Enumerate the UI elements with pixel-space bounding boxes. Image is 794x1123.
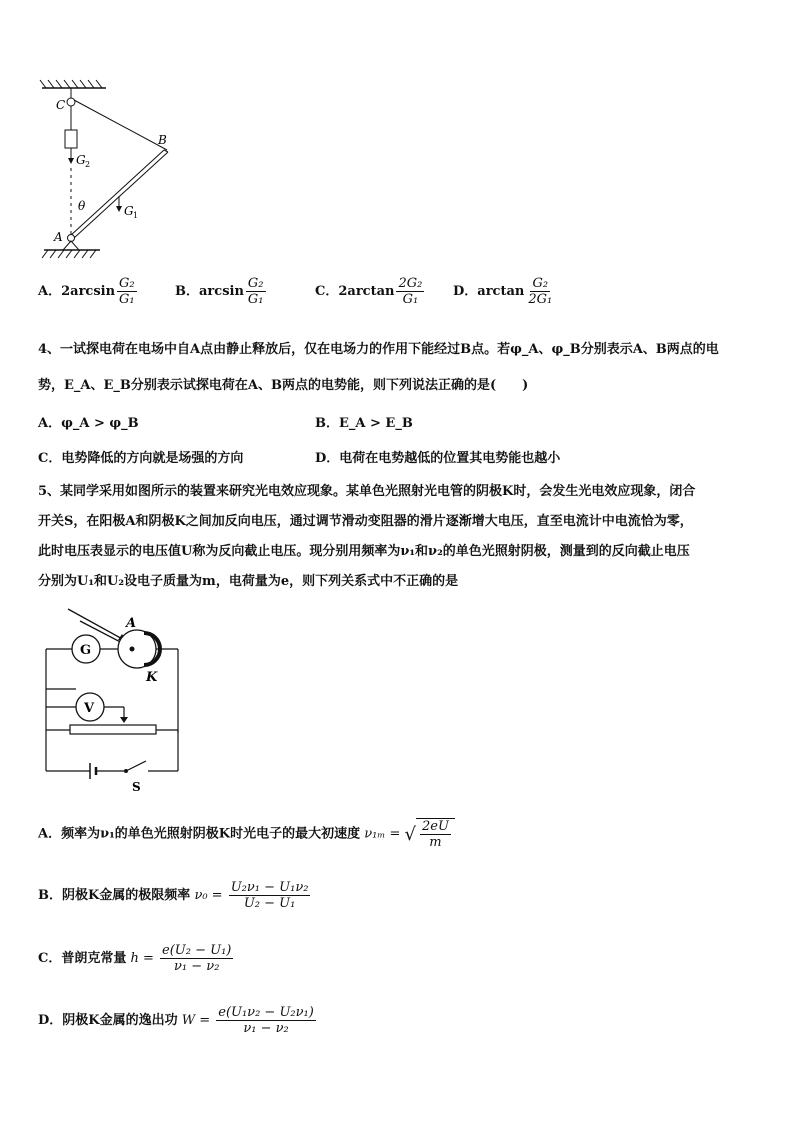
label-g1-sub: 1 bbox=[133, 211, 139, 220]
q3-option-c: C．2arctan $\frac{\text{2G₂}}{\text{G₁}}$ bbox=[315, 276, 423, 307]
label-g2: G bbox=[76, 153, 86, 167]
label-a: A bbox=[54, 230, 63, 244]
label-c: C bbox=[56, 98, 66, 112]
q4-stem-line1: 4、一试探电荷在电场中自A点由静止释放后，仅在电场力的作用下能经过B点。若φ_A、φ_B分别表示A、B两点的电 bbox=[38, 342, 719, 357]
circuit-k: K bbox=[146, 670, 158, 685]
circuit-s: S bbox=[132, 780, 141, 794]
q5-stem-line3: 此时电压表显示的电压值U称为反向截止电压。现分别用频率为ν₁和ν₂的单色光照射阴极，测量到的反向截止电压 bbox=[38, 544, 690, 559]
q5-option-d: D．阴极K金属的逸出功 W = $\frac{\text{e(U₁ν₂ − U₂ν₁)}}{\text{ν₁ − ν₂}}$ bbox=[38, 1005, 314, 1036]
q3-option-b: B．arcsin $\frac{\text{G₂}}{\text{G₁}}$ bbox=[175, 276, 264, 307]
q3-option-d: D．arctan $\frac{\text{G₂}}{\text{2G₁}}$ bbox=[453, 276, 553, 307]
q5-option-a: A．频率为ν₁的单色光照射阴极K时光电子的最大初速度 ν₁ₘ = √ $\frac{2eU}{m}$ bbox=[38, 818, 455, 850]
q5-option-c: C．普朗克常量 h = $\frac{\text{e(U₂ − U₁)}}{\text{ν₁ − ν₂}}$ bbox=[38, 943, 232, 974]
label-theta: θ bbox=[78, 199, 86, 213]
label-g2-sub: 2 bbox=[85, 160, 91, 169]
circuit-g: G bbox=[80, 643, 92, 658]
q5-stem-line1: 5、某同学采用如图所示的装置来研究光电效应现象。某单色光照射光电管的阴极K时，会发生光电效应现象，闭合 bbox=[38, 484, 696, 499]
circuit-a: A bbox=[126, 616, 137, 631]
q4-option-d: D．电荷在电势越低的位置其电势能也越小 bbox=[315, 451, 561, 466]
q3-figure bbox=[36, 78, 186, 260]
q4-option-a: A．φ_A > φ_B bbox=[38, 416, 139, 431]
q4-option-b: B．E_A > E_B bbox=[315, 416, 413, 431]
label-b: B bbox=[158, 133, 167, 147]
q4-option-c: C．电势降低的方向就是场强的方向 bbox=[38, 451, 244, 466]
q4-stem-line2: 势，E_A、E_B分别表示试探电荷在A、B两点的电势能，则下列说法正确的是( ) bbox=[38, 378, 529, 393]
q5-stem-line4: 分别为U₁和U₂设电子质量为m，电荷量为e，则下列关系式中不正确的是 bbox=[38, 574, 459, 589]
q5-option-b: B．阴极K金属的极限频率 ν₀ = $\frac{\text{U₂ν₁ − U₁ν₂}}{\text{U₂ − U₁}}$ bbox=[38, 880, 309, 911]
q5-circuit-figure bbox=[40, 605, 190, 795]
circuit-v: V bbox=[84, 701, 95, 716]
label-g1: G bbox=[124, 204, 134, 218]
q5-stem-line2: 开关S，在阳极A和阴极K之间加反向电压，通过调节滑动变阻器的滑片逐渐增大电压，直至电流计中电流恰为零， bbox=[38, 514, 693, 529]
q3-option-a: A．2arcsin $\frac{\text{G₂}}{\text{G₁}}$ bbox=[38, 276, 135, 307]
